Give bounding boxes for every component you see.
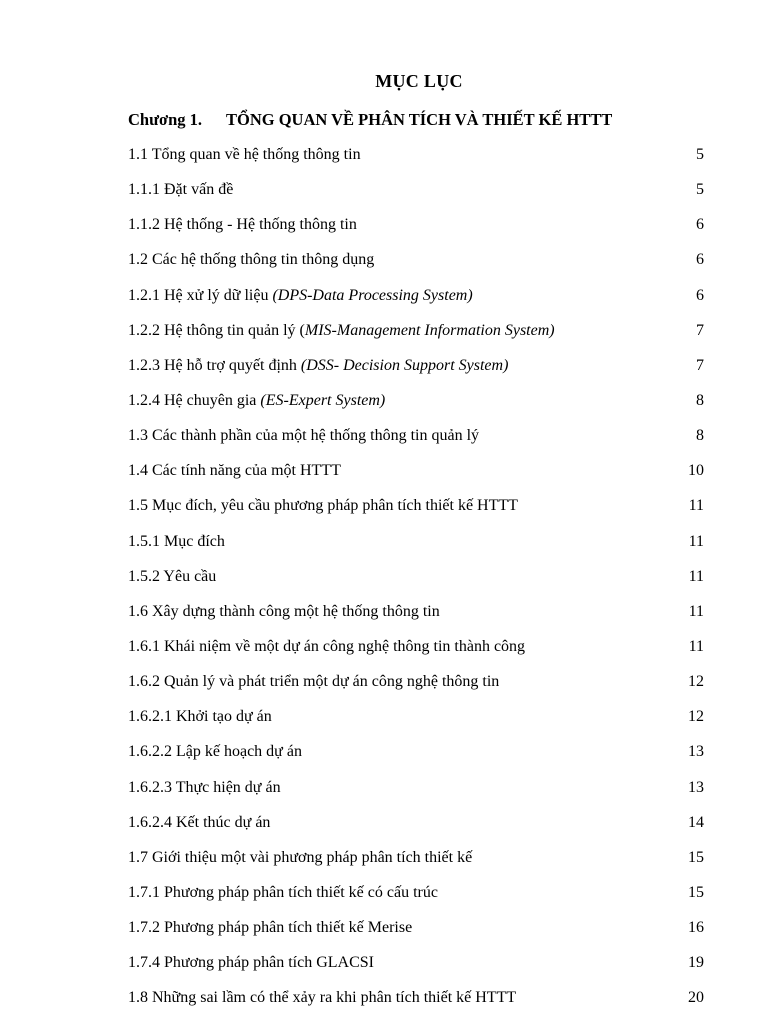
toc-entry-label: 1.8 Những sai lầm có thể xảy ra khi phân tích thiết kế HTTT: [128, 989, 517, 1007]
toc-entry-text: [128, 805, 270, 840]
toc-entry-page-number: 14: [688, 813, 704, 831]
toc-entry-text: [128, 945, 374, 980]
toc-entry-text: [128, 348, 508, 383]
toc-entry-page-number: 16: [688, 919, 704, 937]
toc-entry[interactable]: [128, 524, 708, 559]
toc-entry-text: [128, 207, 357, 242]
toc-entry-text: [128, 524, 225, 559]
toc-entry-italic-label: (ES-Expert System): [260, 391, 386, 409]
toc-entry-text: [128, 418, 479, 453]
toc-entry[interactable]: [128, 594, 708, 629]
toc-entry[interactable]: [128, 875, 708, 910]
toc-entry-text: [128, 137, 361, 172]
toc-entry-label: 1.1.1 Đặt vấn đề: [128, 181, 234, 199]
toc-entry[interactable]: [128, 348, 708, 383]
toc-entry[interactable]: [128, 559, 708, 594]
toc-entry-page-number: 5: [696, 146, 704, 163]
toc-entry-label: 1.6.2 Quản lý và phát triển một dự án công nghệ thông tin: [128, 673, 500, 691]
toc-entry-text: [128, 313, 555, 348]
toc-entry[interactable]: [128, 313, 708, 348]
toc-entry-page-number: 11: [688, 602, 704, 620]
toc-entry-page-number: 15: [688, 883, 704, 901]
toc-entry-text: [128, 172, 233, 207]
toc-entry-label: 1.5.1 Mục đích: [128, 532, 225, 550]
toc-entry-label: 1.6.1 Khái niệm về một dự án công nghệ thông tin thành công: [128, 637, 526, 655]
toc-entry-page-number: 19: [688, 954, 704, 972]
toc-entry-label: 1.6.2.3 Thực hiện dự án: [128, 778, 281, 796]
toc-entry-text: [128, 875, 438, 910]
toc-entry-page-number: 12: [688, 708, 704, 726]
toc-entry-label: 1.6.2.1 Khởi tạo dự án: [128, 708, 272, 726]
toc-entry-page-number: 7: [696, 356, 704, 374]
toc-entry-page-number: 11: [688, 532, 704, 550]
chapter-number: Chương 1.: [128, 110, 203, 129]
toc-entry-label: 1.7.1 Phương pháp phân tích thiết kế có cấu trúc: [128, 883, 438, 901]
toc-entry-text: [128, 734, 302, 769]
toc-entry-text: [128, 980, 516, 1015]
toc-entry-text: [128, 629, 525, 664]
toc-entry[interactable]: [128, 172, 708, 207]
toc-entry[interactable]: [128, 278, 708, 313]
toc-entry-italic-label: (DPS-Data Processing System): [272, 286, 473, 304]
toc-entry[interactable]: [128, 734, 708, 769]
toc-entry-page-number: 5: [696, 181, 704, 199]
toc-entry-page-number: 6: [696, 286, 704, 304]
toc-entry-text: [128, 770, 281, 805]
toc-entry-page-number: 11: [688, 637, 704, 655]
toc-entry-text: [128, 594, 440, 629]
toc-entry-page-number: 8: [696, 427, 704, 445]
toc-entry[interactable]: [128, 207, 708, 242]
toc-entry-page-number: 11: [688, 497, 704, 515]
toc-entry[interactable]: [128, 805, 708, 840]
toc-entry-label: 1.2.1 Hệ xử lý dữ liệu: [128, 286, 273, 304]
toc-entry-page-number: 7: [696, 321, 704, 339]
toc-entry-label: 1.6.2.2 Lập kế hoạch dự án: [128, 743, 302, 761]
toc-entry-label: 1.1 Tổng quan về hệ thống thông tin: [128, 146, 361, 163]
toc-entry-label: 1.6.2.4 Kết thúc dự án: [128, 813, 271, 831]
toc-entry[interactable]: [128, 453, 708, 488]
toc-entry-page-number: 20: [688, 989, 704, 1007]
toc-entry[interactable]: [128, 699, 708, 734]
toc-entry-text: [128, 242, 374, 277]
toc-entry-page-number: 13: [688, 743, 704, 761]
toc-entry-page-number: 10: [688, 462, 704, 480]
toc-entry[interactable]: [128, 137, 708, 172]
toc-entry-page-number: 8: [696, 391, 704, 409]
toc-entry-label: 1.1.2 Hệ thống - Hệ thống thông tin: [128, 216, 357, 234]
toc-entry-label: 1.7 Giới thiệu một vài phương pháp phân tích thiết kế: [128, 848, 473, 866]
toc-entry-label: 1.4 Các tính năng của một HTTT: [128, 462, 341, 480]
toc-entry-text: [128, 664, 499, 699]
toc-entry-label: 1.5.2 Yêu cầu: [128, 567, 217, 585]
toc-entry-label: 1.6 Xây dựng thành công một hệ thống thông tin: [128, 602, 440, 620]
toc-entry-page-number: 6: [696, 251, 704, 269]
toc-entry-text: [128, 383, 385, 418]
toc-entry-text: [128, 278, 473, 313]
toc-entry-label: 1.7.4 Phương pháp phân tích GLACSI: [128, 954, 375, 972]
toc-entry-label: 1.5 Mục đích, yêu cầu phương pháp phân tích thiết kế HTTT: [128, 497, 518, 515]
toc-entry[interactable]: [128, 488, 708, 523]
toc-entry[interactable]: [128, 242, 708, 277]
toc-entry[interactable]: [128, 910, 708, 945]
toc-entry[interactable]: [128, 945, 708, 980]
toc-entry-page-number: 11: [688, 567, 704, 585]
toc-entry-label: 1.3 Các thành phần của một hệ thống thông tin quản lý: [128, 427, 480, 445]
toc-entry-page-number: 6: [696, 216, 704, 234]
toc-entry-label: 1.7.2 Phương pháp phân tích thiết kế Merise: [128, 919, 413, 937]
toc-entry-text: [128, 840, 472, 875]
toc-entry[interactable]: [128, 629, 708, 664]
toc-entry[interactable]: [128, 383, 708, 418]
toc-entries: [128, 137, 708, 1016]
toc-entry[interactable]: [128, 770, 708, 805]
toc-entry-label: 1.2.3 Hệ hỗ trợ quyết định: [128, 356, 301, 374]
toc-entry-italic-label: (DSS- Decision Support System): [300, 356, 509, 374]
toc-entry[interactable]: [128, 664, 708, 699]
toc-entry-text: [128, 559, 216, 594]
toc-entry-text: [128, 488, 518, 523]
toc-entry[interactable]: [128, 980, 708, 1015]
toc-title: MỤC LỤC: [375, 71, 463, 91]
chapter-title: TỔNG QUAN VỀ PHÂN TÍCH VÀ THIẾT KẾ HTTT: [226, 110, 613, 129]
toc-entry-text: [128, 699, 272, 734]
toc-entry[interactable]: [128, 840, 708, 875]
toc-entry-page-number: 13: [688, 778, 704, 796]
toc-entry-italic-label: MIS-Management Information System): [304, 321, 555, 339]
toc-entry-label: 1.2 Các hệ thống thông tin thông dụng: [128, 251, 375, 269]
toc-entry-label: 1.2.4 Hệ chuyên gia: [128, 391, 261, 409]
toc-entry[interactable]: [128, 418, 708, 453]
toc-entry-label: 1.2.2 Hệ thông tin quản lý (: [128, 321, 305, 339]
toc-entry-page-number: 12: [688, 673, 704, 691]
toc-entry-page-number: 15: [688, 848, 704, 866]
toc-entry-text: [128, 910, 412, 945]
toc-entry-text: [128, 453, 341, 488]
chapter-heading: [128, 110, 612, 130]
